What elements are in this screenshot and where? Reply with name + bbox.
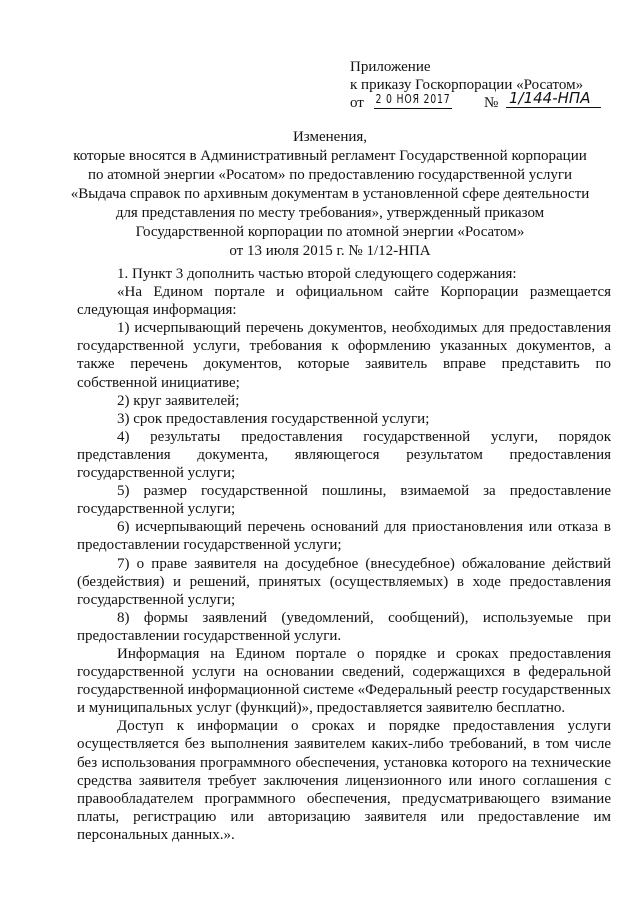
title-line-1: Изменения, — [292, 129, 368, 145]
from-label: от — [350, 95, 364, 111]
appendix-label: Приложение — [350, 59, 431, 75]
document-title — [60, 128, 600, 261]
paragraph-2: «На Едином портале и официальном сайте Корпорации размещается следующая информация: — [77, 284, 611, 319]
list-item-3: 3) срок предоставления государственной услуги; — [117, 410, 430, 427]
title-line-4: «Выдача справок по архивным документам в установленной сфере деятельности — [70, 186, 590, 202]
appendix-header — [350, 58, 630, 114]
document-body — [77, 265, 611, 844]
list-item-8: 8) формы заявлений (уведомлений, сообщений), используемые при предоставлении государственной услуги. — [77, 609, 611, 644]
order-reference: к приказу Госкорпорации «Росатом» — [350, 77, 584, 93]
handwritten-order-number: 1/144-НПА — [506, 89, 601, 108]
title-line-7: от 13 июля 2015 г. № 1/12-НПА — [229, 243, 431, 259]
list-item-7: 7) о праве заявителя на досудебное (внесудебное) обжалование действий (бездействия) и решений, принятых (осуществляемых) в ходе предоставления государственной услуги; — [77, 555, 611, 608]
title-line-5: для представления по месту требования», утвержденный приказом — [115, 205, 545, 221]
paragraph-1: 1. Пункт 3 дополнить частью второй следующего содержания: — [117, 266, 517, 282]
handwritten-date: 2 0 НОЯ 2017 — [374, 90, 452, 109]
paragraph-portal-info: Информация на Едином портале о порядке и сроках предоставления государственной услуги на основании сведений, содержащихся в федеральной государственной информационной системе «Федеральный реестр государственных и муниципальных услуг (функций)», предоставляется заявителю бесплатно. — [77, 645, 611, 717]
number-sign: № — [484, 95, 499, 111]
list-item-1: 1) исчерпывающий перечень документов, необходимых для предоставления государственной услуги, требования к оформлению указанных документов, а также перечень документов, которые заявитель вправе представить по собственной инициативе; — [77, 320, 611, 391]
list-item-2: 2) круг заявителей; — [117, 392, 240, 409]
list-item-6: 6) исчерпывающий перечень оснований для приостановления или отказа в предоставлении государственной услуги; — [77, 519, 611, 554]
title-line-2: которые вносятся в Административный регламент Государственной корпорации — [73, 148, 587, 164]
list-item-5: 5) размер государственной пошлины, взимаемой за предоставление государственной услуги; — [77, 483, 611, 518]
paragraph-access-info: Доступ к информации о сроках и порядке предоставления услуги осуществляется без выполнения заявителем каких-либо требований, в том числе без использования программного обеспечения, установка которого на технические средства заявителя требует заключения лицензионного или иного соглашения с правообладателем программного обеспечения, предусматривающего взимание платы, регистрацию или авторизацию заявителя или предоставление им персональных данных.». — [77, 718, 611, 843]
order-date-number-line — [350, 89, 630, 114]
title-line-3: по атомной энергии «Росатом» по предоставлению государственной услуги — [87, 167, 573, 183]
title-line-6: Государственной корпорации по атомной энергии «Росатом» — [135, 224, 525, 240]
list-item-4: 4) результаты предоставления государственной услуги, порядок представления документа, являющегося результатом предоставления государственной услуги; — [77, 428, 611, 482]
